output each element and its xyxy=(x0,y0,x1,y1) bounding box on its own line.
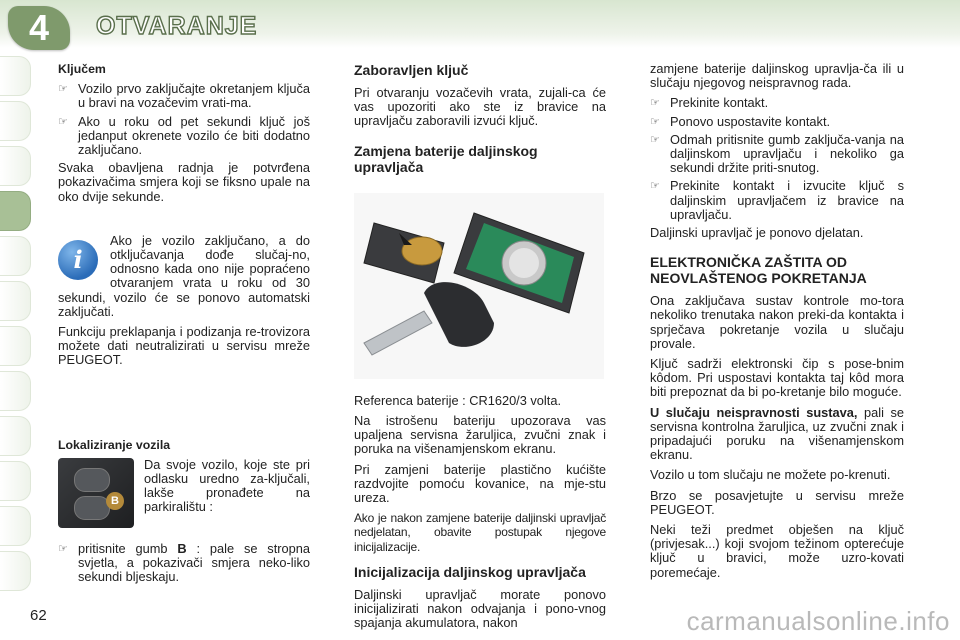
chapter-tab[interactable] xyxy=(0,371,31,411)
immobiliser-title: ELEKTRONIČKA ZAŠTITA OD NEOVLAŠTENOG POKRETANJA xyxy=(650,254,867,287)
heavy-object-paragraph: Neki teži predmet obješen na ključ (privjesak...) koji svojom težinom opterećuje ključ u bravici, može uzro-kovati poremećaje. xyxy=(650,522,904,580)
bullet-item xyxy=(58,82,310,110)
column-right xyxy=(650,62,904,586)
remote-working-paragraph: Daljinski upravljač je ponovo djelatan. xyxy=(650,225,864,241)
chapter-tab[interactable] xyxy=(0,551,31,591)
bullet-text: Ako u roku od pet sekundi ključ još jedanput okrenete vozilo će biti dodatno zaključano. xyxy=(78,113,310,158)
chapter-tab[interactable] xyxy=(0,416,31,456)
remote-button-icon xyxy=(74,496,110,520)
initialization-continued-paragraph: zamjene baterije daljinskog upravlja-ča ili u slučaju njegovog neispravnog rada. xyxy=(650,61,904,91)
chapter-tab-rail xyxy=(0,56,32,596)
chapter-number: 4 xyxy=(28,7,50,48)
battery-replacement-illustration xyxy=(354,193,604,379)
button-b-label: B xyxy=(177,540,187,556)
consult-service-paragraph: Brzo se posavjetujte u servisu mreže PEUGEOT. xyxy=(650,487,904,517)
key-locking-heading: Ključem xyxy=(58,62,106,76)
remote-control-image xyxy=(58,458,134,528)
page-title: OTVARANJE xyxy=(96,12,258,40)
malfunction-text: pali se servisna kontrolna žaruljica, uz zvučni znak i pripadajući poruku na višenamjenskom ekranu. xyxy=(650,404,904,463)
watermark: carmanualsonline.info xyxy=(686,606,950,636)
reinitialize-note-paragraph: Ako je nakon zamjene baterije daljinski upravljač nedjelatan, obavite postupak njegove inicijalizacije. xyxy=(354,511,606,554)
battery-replacement-paragraph: Pri zamjeni baterije plastično kućište razdvojite pomoću kovanice, na mje-stu ureza. xyxy=(354,461,606,506)
malfunction-bold: U slučaju neispravnosti sustava, xyxy=(650,404,858,420)
forgotten-key-paragraph: Pri otvaranju vozačevih vrata, zujali-ca će vas upozoriti ako ste iz bravice na upravljaču zaboravili izvući ključ. xyxy=(354,85,606,129)
chapter-tab[interactable] xyxy=(0,146,31,186)
bullet-item xyxy=(58,115,310,158)
bullet-text: Prekinite kontakt. xyxy=(670,95,769,111)
chapter-tab[interactable] xyxy=(0,56,31,96)
bullet-item xyxy=(650,179,904,222)
column-left xyxy=(58,62,310,588)
hand-pointer-icon: ☞ xyxy=(650,115,660,128)
bullet-text-suffix: : pale se stropna svjetla, a pokazivači smjera neko-liko sekundi bljeskaju. xyxy=(78,540,310,585)
chapter-tab[interactable] xyxy=(0,101,31,141)
mirror-folding-paragraph: Funkciju preklapanja i podizanja re-trovizora možete dati neutralizirati u servisu mreže PEUGEOT. xyxy=(58,324,310,368)
info-icon: i xyxy=(58,240,98,280)
chapter-tab[interactable] xyxy=(0,461,31,501)
chapter-tab-active[interactable] xyxy=(0,191,31,231)
bullet-text: Ponovo uspostavite kontakt. xyxy=(670,113,831,129)
immobiliser-paragraph: Ona zaključava sustav kontrole mo-tora nekoliko trenutaka nakon preki-da kontakta i sprječava pokretanje vozila u slučaju provale. xyxy=(650,293,904,351)
bullet-item xyxy=(650,133,904,176)
bullet-text: Vozilo prvo zaključajte okretanjem ključa u bravi na vozačevim vrati-ma. xyxy=(78,81,310,111)
forgotten-key-title: Zaboravljen ključ xyxy=(354,62,469,78)
remote-button-icon xyxy=(74,468,110,492)
locate-paragraph: Da svoje vozilo, koje ste pri odlasku uredno za-ključali, lakše pronađete na parkiralištu : xyxy=(144,456,310,515)
relock-paragraph: Ako je vozilo zaključano, a do otključavanja dođe slučaj-no, odnosno kada ono nije popraćeno otvaranjem vrata u roku od 30 sekundi, vozilo će se ponovo automatski zaključati. xyxy=(58,232,310,319)
hand-pointer-icon: ☞ xyxy=(58,542,68,555)
bullet-text: Prekinite kontakt i izvucite ključ s daljinskim upravljačem iz bravice na upravljaču. xyxy=(670,178,904,222)
initialization-paragraph: Daljinski upravljač morate ponovo inicijalizirati nakon odvajanja i pono-vnog spajanja akumulatora, nakon xyxy=(354,586,606,631)
chapter-tab[interactable] xyxy=(0,506,31,546)
hand-pointer-icon: ☞ xyxy=(58,83,68,96)
column-middle xyxy=(354,62,606,636)
locate-heading: Lokaliziranje vozila xyxy=(58,437,171,452)
locate-section xyxy=(58,438,310,585)
chapter-tab[interactable] xyxy=(0,236,31,276)
bullet-item xyxy=(650,115,904,129)
battery-reference-paragraph: Referenca baterije : CR1620/3 volta. xyxy=(354,392,561,408)
bullet-item xyxy=(650,96,904,110)
battery-warning-paragraph: Na istrošenu bateriju upozorava vas upaljena servisna žaruljica, zvučni znak i poruka na višenamjenskom ekranu. xyxy=(354,413,606,457)
button-b-marker: B xyxy=(106,492,124,510)
chip-paragraph: Ključ sadrži elektronski čip s pose-bnim kôdom. Pri uspostavi kontakta taj kôd mora biti prepoznat da bi po-kretanje bilo moguće. xyxy=(650,356,904,400)
page-number: 62 xyxy=(30,607,47,624)
hand-pointer-icon: ☞ xyxy=(650,133,660,146)
malfunction-paragraph xyxy=(650,406,904,463)
info-note xyxy=(58,234,310,368)
confirmation-paragraph: Svaka obavljena radnja je potvrđena pokazivačima smjera koji se fiksno upale na oko dvije sekunde. xyxy=(58,160,310,204)
bullet-item xyxy=(58,542,310,585)
chapter-tab[interactable] xyxy=(0,326,31,366)
battery-replacement-title: Zamjena baterije daljinskog upravljača xyxy=(354,142,538,175)
bullet-text: Odmah pritisnite gumb zaključa-vanja na daljinskom upravljaču i nekoliko ga sekundi držite priti-snutog. xyxy=(670,131,904,176)
hand-pointer-icon: ☞ xyxy=(650,97,660,110)
hand-pointer-icon: ☞ xyxy=(58,115,68,128)
chapter-tab[interactable] xyxy=(0,281,31,321)
bullet-text-prefix: pritisnite gumb xyxy=(78,540,178,556)
initialization-title: Inicijalizacija daljinskog upravljača xyxy=(354,563,586,580)
chapter-badge xyxy=(8,6,70,50)
hand-pointer-icon: ☞ xyxy=(650,180,660,193)
cannot-start-paragraph: Vozilo u tom slučaju ne možete po-krenuti. xyxy=(650,467,891,483)
